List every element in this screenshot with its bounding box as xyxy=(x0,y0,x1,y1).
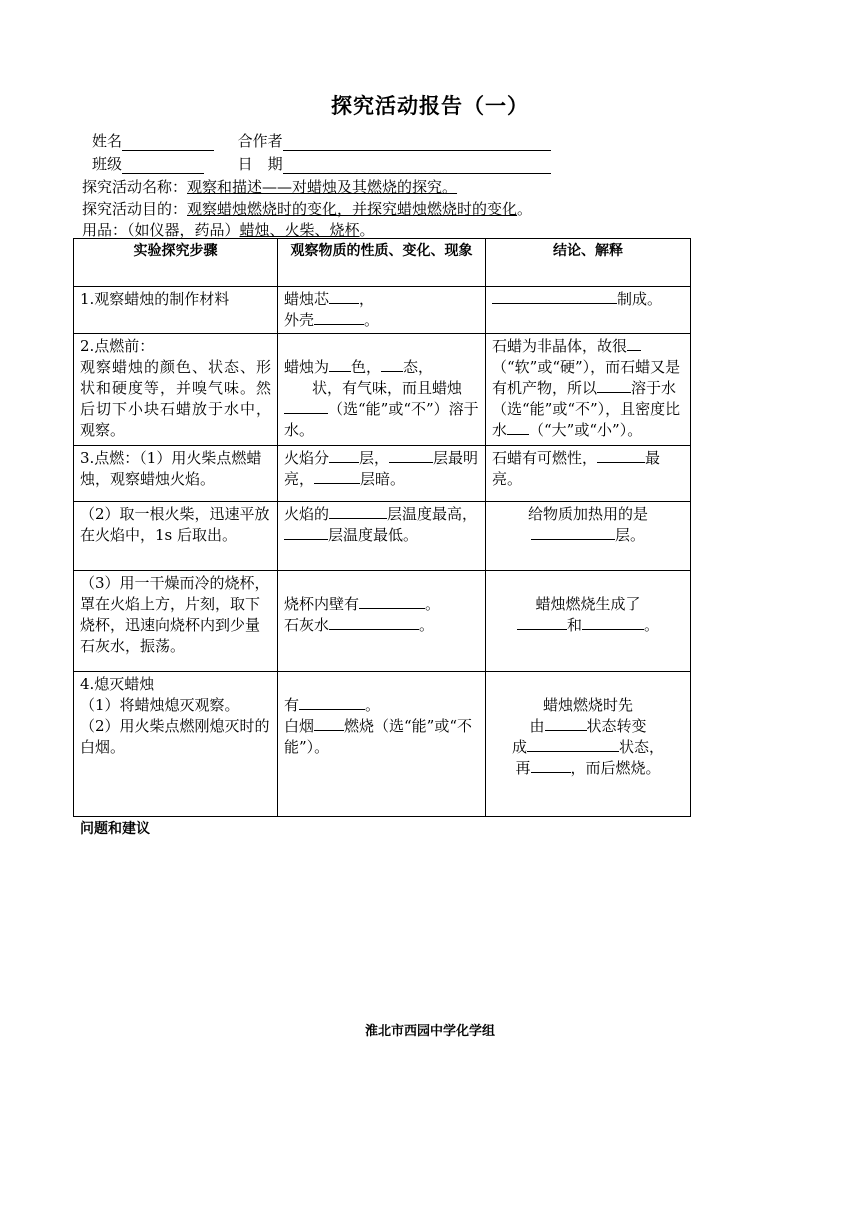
step-text: （3）用一干燥而冷的烧杯，罩在火焰上方，片刻，取下烧杯，迅速向烧杯内到少量石灰水，振荡。 xyxy=(80,574,270,655)
supplies-end: 。 xyxy=(359,221,375,239)
observe-text: 。 xyxy=(365,696,381,714)
observe-text: 状，有气味，而且蜡烛 xyxy=(312,379,463,397)
fill-blank[interactable] xyxy=(582,615,644,630)
fill-blank[interactable] xyxy=(299,695,365,710)
conclusion-text: 再 xyxy=(515,759,531,777)
table-row xyxy=(74,502,691,571)
observe-text: 烧杯内壁有 xyxy=(284,595,360,613)
observe-cell xyxy=(278,672,486,817)
conclusion-text: 给物质加热用的是 xyxy=(527,505,648,523)
observe-text: 石灰水 xyxy=(284,616,330,634)
conclusion-cell xyxy=(486,571,691,672)
class-label: 班级 xyxy=(92,155,123,173)
step-text: 2.点燃前： xyxy=(80,337,155,355)
name-row xyxy=(92,130,551,151)
fill-blank[interactable] xyxy=(527,737,619,752)
activity-name-row xyxy=(82,176,457,197)
step-cell xyxy=(74,446,278,502)
conclusion-text: 状态转变 xyxy=(586,717,647,735)
fill-blank[interactable] xyxy=(381,357,403,372)
date-blank xyxy=(283,158,551,174)
indent-blank xyxy=(284,379,312,393)
activity-goal-label: 探究活动目的： xyxy=(82,200,188,218)
partner-blank xyxy=(283,135,551,151)
table-row xyxy=(74,446,691,502)
observe-text: 层暗。 xyxy=(360,470,406,488)
observe-text: 层温度最高， xyxy=(387,505,478,523)
fill-blank[interactable] xyxy=(314,310,364,325)
date-label: 日 期 xyxy=(237,155,283,173)
observe-cell xyxy=(278,287,486,334)
fill-blank[interactable] xyxy=(492,289,617,304)
conclusion-text: 蜡烛燃烧时先 xyxy=(542,696,633,714)
class-row xyxy=(92,153,551,174)
fill-blank[interactable] xyxy=(545,716,587,731)
footer-org: 淮北市西园中学化学组 xyxy=(364,1024,495,1039)
conclusion-text: 最亮。 xyxy=(492,449,661,488)
name-blank xyxy=(122,135,214,151)
conclusion-text: （“软”或“硬”），而石蜡又是有机产物，所以 xyxy=(492,358,681,397)
conclusion-cell xyxy=(486,502,691,571)
fill-blank[interactable] xyxy=(314,716,344,731)
conclusion-text: （“大”或“小”）。 xyxy=(529,421,643,439)
header-conclusion: 结论、解释 xyxy=(486,239,691,287)
activity-goal-end: 。 xyxy=(517,200,533,218)
observe-text: 色， xyxy=(351,358,382,376)
conclusion-cell xyxy=(486,672,691,817)
partner-label: 合作者 xyxy=(237,132,283,150)
conclusion-text: 蜡烛燃烧生成了 xyxy=(535,595,641,613)
conclusion-text: ，而后燃烧。 xyxy=(570,759,661,777)
fill-blank[interactable] xyxy=(329,357,351,372)
step-cell xyxy=(74,502,278,571)
observe-text: 。 xyxy=(425,595,441,613)
observe-text: 。 xyxy=(419,616,435,634)
observe-text: 燃烧（选“能”或“不能”）。 xyxy=(284,717,473,756)
fill-blank[interactable] xyxy=(329,448,359,463)
page-title: 探究活动报告（一） xyxy=(331,94,529,118)
conclusion-text: 石蜡有可燃性， xyxy=(492,449,598,467)
conclusion-text: 制成。 xyxy=(617,290,663,308)
observe-text: 蜡烛为 xyxy=(284,358,330,376)
observe-text: 蜡烛芯 xyxy=(284,290,330,308)
experiment-table xyxy=(73,238,691,817)
fill-blank[interactable] xyxy=(517,615,567,630)
supplies-label: 用品：（如仪器，药品） xyxy=(82,221,240,239)
name-label: 姓名 xyxy=(92,132,123,150)
activity-goal-value: 观察蜡烛燃烧时的变化，并探究蜡烛燃烧时的变化 xyxy=(187,200,518,218)
fill-blank[interactable] xyxy=(389,448,433,463)
header-steps: 实验探究步骤 xyxy=(74,239,278,287)
conclusion-text: 溶于水（选“能”或“不”），且密度比水 xyxy=(492,379,681,439)
step-text: 3.点燃：（1）用火柴点燃蜡烛，观察蜡烛火焰。 xyxy=(80,449,262,488)
fill-blank[interactable] xyxy=(284,399,328,414)
conclusion-text: 由 xyxy=(529,717,545,735)
conclusion-text: 石蜡为非晶体，故很 xyxy=(492,337,628,355)
step-cell xyxy=(74,287,278,334)
conclusion-text: 。 xyxy=(644,616,660,634)
supplies-row xyxy=(82,219,375,240)
observe-cell xyxy=(278,334,486,446)
observe-text: 态， xyxy=(403,358,434,376)
fill-blank[interactable] xyxy=(531,525,615,540)
conclusion-text: 成 xyxy=(511,738,527,756)
step-text: （1）将蜡烛熄灭观察。 xyxy=(80,696,240,714)
table-header-row xyxy=(74,239,691,287)
fill-blank[interactable] xyxy=(329,615,419,630)
conclusion-cell xyxy=(486,334,691,446)
step-text: 4.熄灭蜡烛 xyxy=(80,675,155,693)
observe-cell xyxy=(278,446,486,502)
header-observe: 观察物质的性质、变化、现象 xyxy=(278,239,486,287)
observe-text: 。 xyxy=(364,311,380,329)
fill-blank[interactable] xyxy=(284,525,328,540)
observe-text: 层， xyxy=(359,449,390,467)
step-text: （2）用火柴点燃刚熄灭时的白烟。 xyxy=(80,717,270,756)
table-row xyxy=(74,334,691,446)
table-row xyxy=(74,287,691,334)
observe-cell xyxy=(278,571,486,672)
problems-heading: 问题和建议 xyxy=(80,821,150,837)
conclusion-text: 和 xyxy=(566,616,582,634)
observe-text: 白烟 xyxy=(284,717,315,735)
observe-text: 层温度最低。 xyxy=(328,526,419,544)
fill-blank[interactable] xyxy=(507,420,529,435)
fill-blank[interactable] xyxy=(627,336,641,351)
observe-cell xyxy=(278,502,486,571)
fill-blank[interactable] xyxy=(314,469,360,484)
fill-blank[interactable] xyxy=(597,378,631,393)
table-row xyxy=(74,672,691,817)
activity-name-label: 探究活动名称： xyxy=(82,178,188,196)
step-cell xyxy=(74,334,278,446)
observe-text: 火焰的 xyxy=(284,505,330,523)
fill-blank[interactable] xyxy=(359,594,425,609)
fill-blank[interactable] xyxy=(329,289,359,304)
step-text: 观察蜡烛的颜色、状态、形状和硬度等，并嗅气味。然后切下小块石蜡放于水中，观察。 xyxy=(80,358,271,439)
observe-text: 火焰分 xyxy=(284,449,330,467)
observe-text: 有 xyxy=(284,696,300,714)
table-row xyxy=(74,571,691,672)
observe-text: ， xyxy=(359,290,375,308)
fill-blank[interactable] xyxy=(329,504,387,519)
supplies-value: 蜡烛、火柴、烧杯 xyxy=(239,221,360,239)
conclusion-text: 状态， xyxy=(619,738,665,756)
activity-name-value: 观察和描述——对蜡烛及其燃烧的探究。 xyxy=(187,178,458,196)
step-cell xyxy=(74,571,278,672)
fill-blank[interactable] xyxy=(597,448,645,463)
observe-text: 层最明亮， xyxy=(284,449,479,488)
conclusion-cell xyxy=(486,287,691,334)
fill-blank[interactable] xyxy=(531,758,571,773)
step-text: （2）取一根火柴，迅速平放在火焰中，1s 后取出。 xyxy=(80,505,270,544)
step-text: 1.观察蜡烛的制作材料 xyxy=(80,290,230,308)
conclusion-text: 层。 xyxy=(614,526,645,544)
observe-text: 外壳 xyxy=(284,311,315,329)
activity-goal-row xyxy=(82,198,532,219)
observe-text: （选“能”或“不”）溶于水。 xyxy=(284,400,479,439)
class-blank xyxy=(122,158,204,174)
conclusion-cell xyxy=(486,446,691,502)
step-cell xyxy=(74,672,278,817)
